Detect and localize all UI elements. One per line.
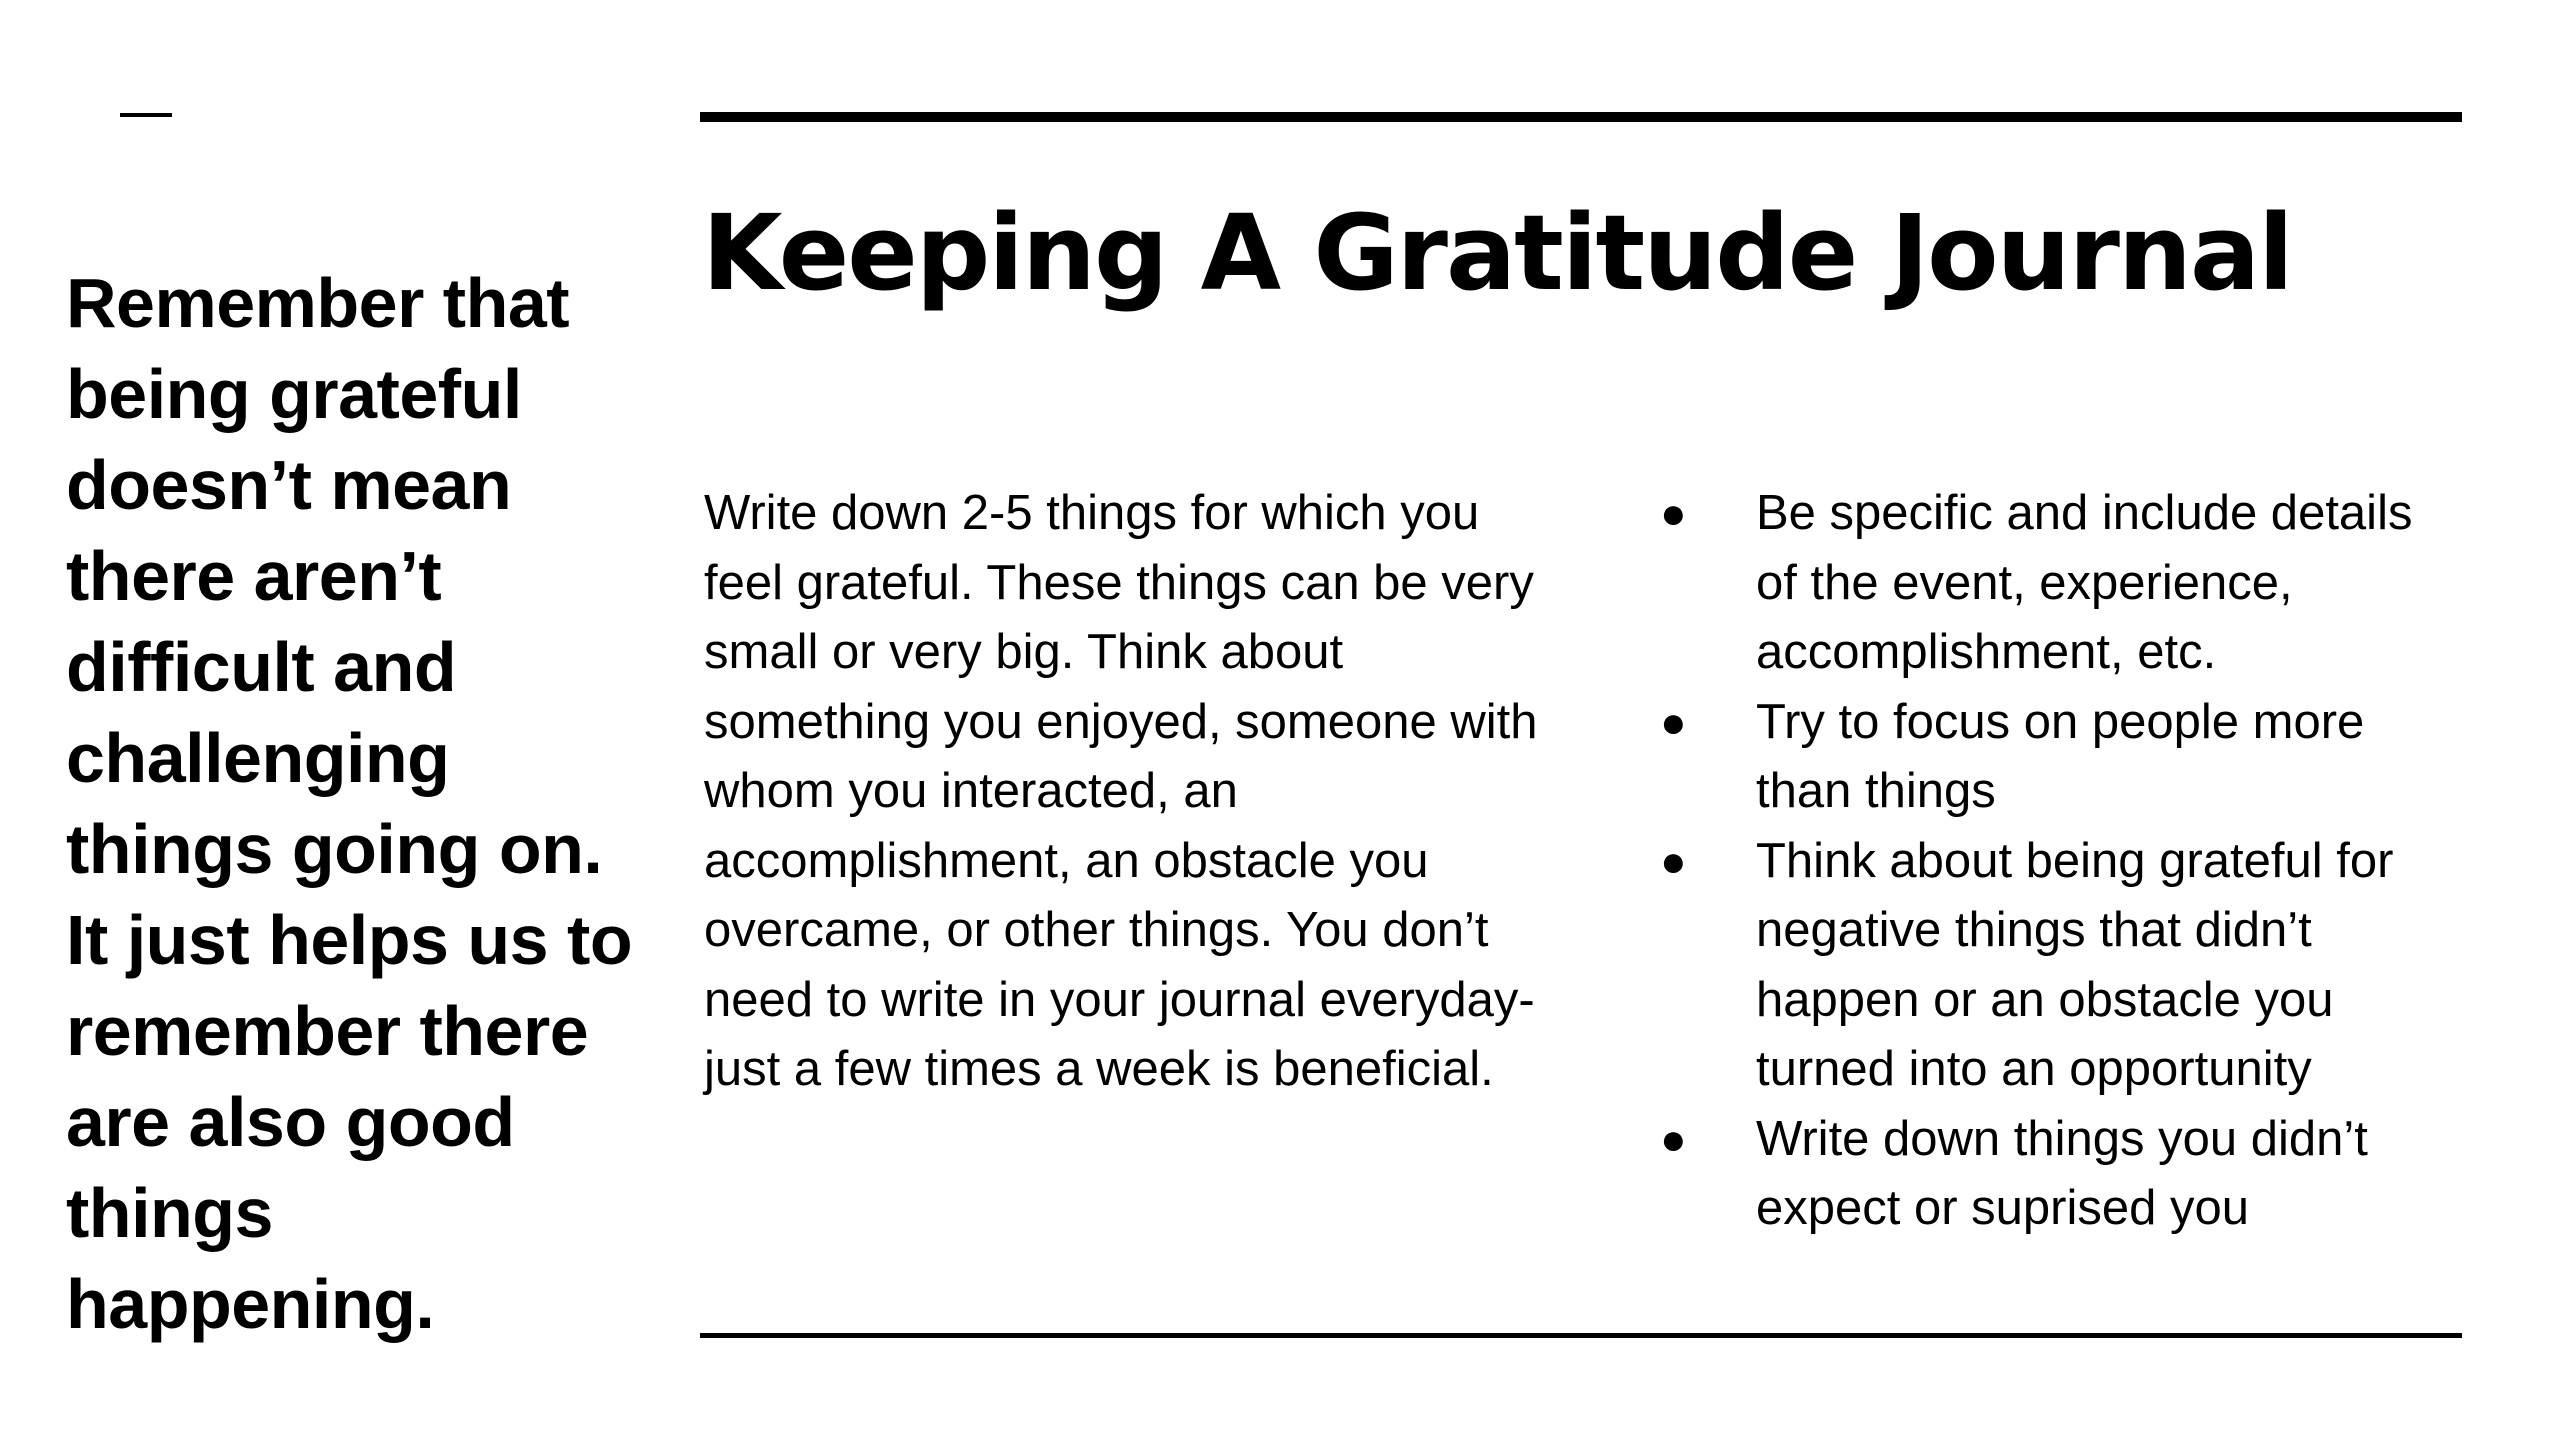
- list-item: [1660, 1105, 2460, 1244]
- bottom-divider-line: [700, 1333, 2462, 1338]
- list-item: [1660, 827, 2460, 1105]
- tip-text: Think about being grateful for negative things that didn’t happen or an obstacle you turned into an opportunity: [1756, 833, 2394, 1096]
- tip-text: Be specific and include details of the event, experience, accomplishment, etc.: [1756, 486, 2413, 679]
- bullet-icon: ●: [1660, 1114, 1687, 1164]
- accent-dash: [120, 113, 172, 117]
- sidebar-quote: Remember that being grateful doesn’t mean there aren’t difficult and challenging things going on. It just helps us to remember there are also good things happening.: [66, 264, 633, 1343]
- list-item: [1660, 688, 2460, 827]
- tip-text: Write down things you didn’t expect or suprised you: [1756, 1111, 2368, 1235]
- top-divider-line: [700, 112, 2462, 122]
- list-item: [1660, 479, 2460, 688]
- tip-text: Try to focus on people more than things: [1756, 694, 2365, 818]
- bullet-icon: ●: [1660, 489, 1687, 538]
- tips-list: [1660, 479, 2460, 1244]
- bullet-icon: ●: [1660, 836, 1687, 886]
- slide-title: Keeping A Gratitude Journal: [702, 192, 2292, 314]
- instructions-paragraph: Write down 2-5 things for which you feel grateful. These things can be very small or very big. Think about something you enjoyed, someone with whom you interacted, an accomplishment, an obstacle you overcame, or other things. You don’t need to write in your journal everyday-just a few times a week is beneficial.: [704, 486, 1538, 1096]
- bullet-icon: ●: [1660, 697, 1687, 747]
